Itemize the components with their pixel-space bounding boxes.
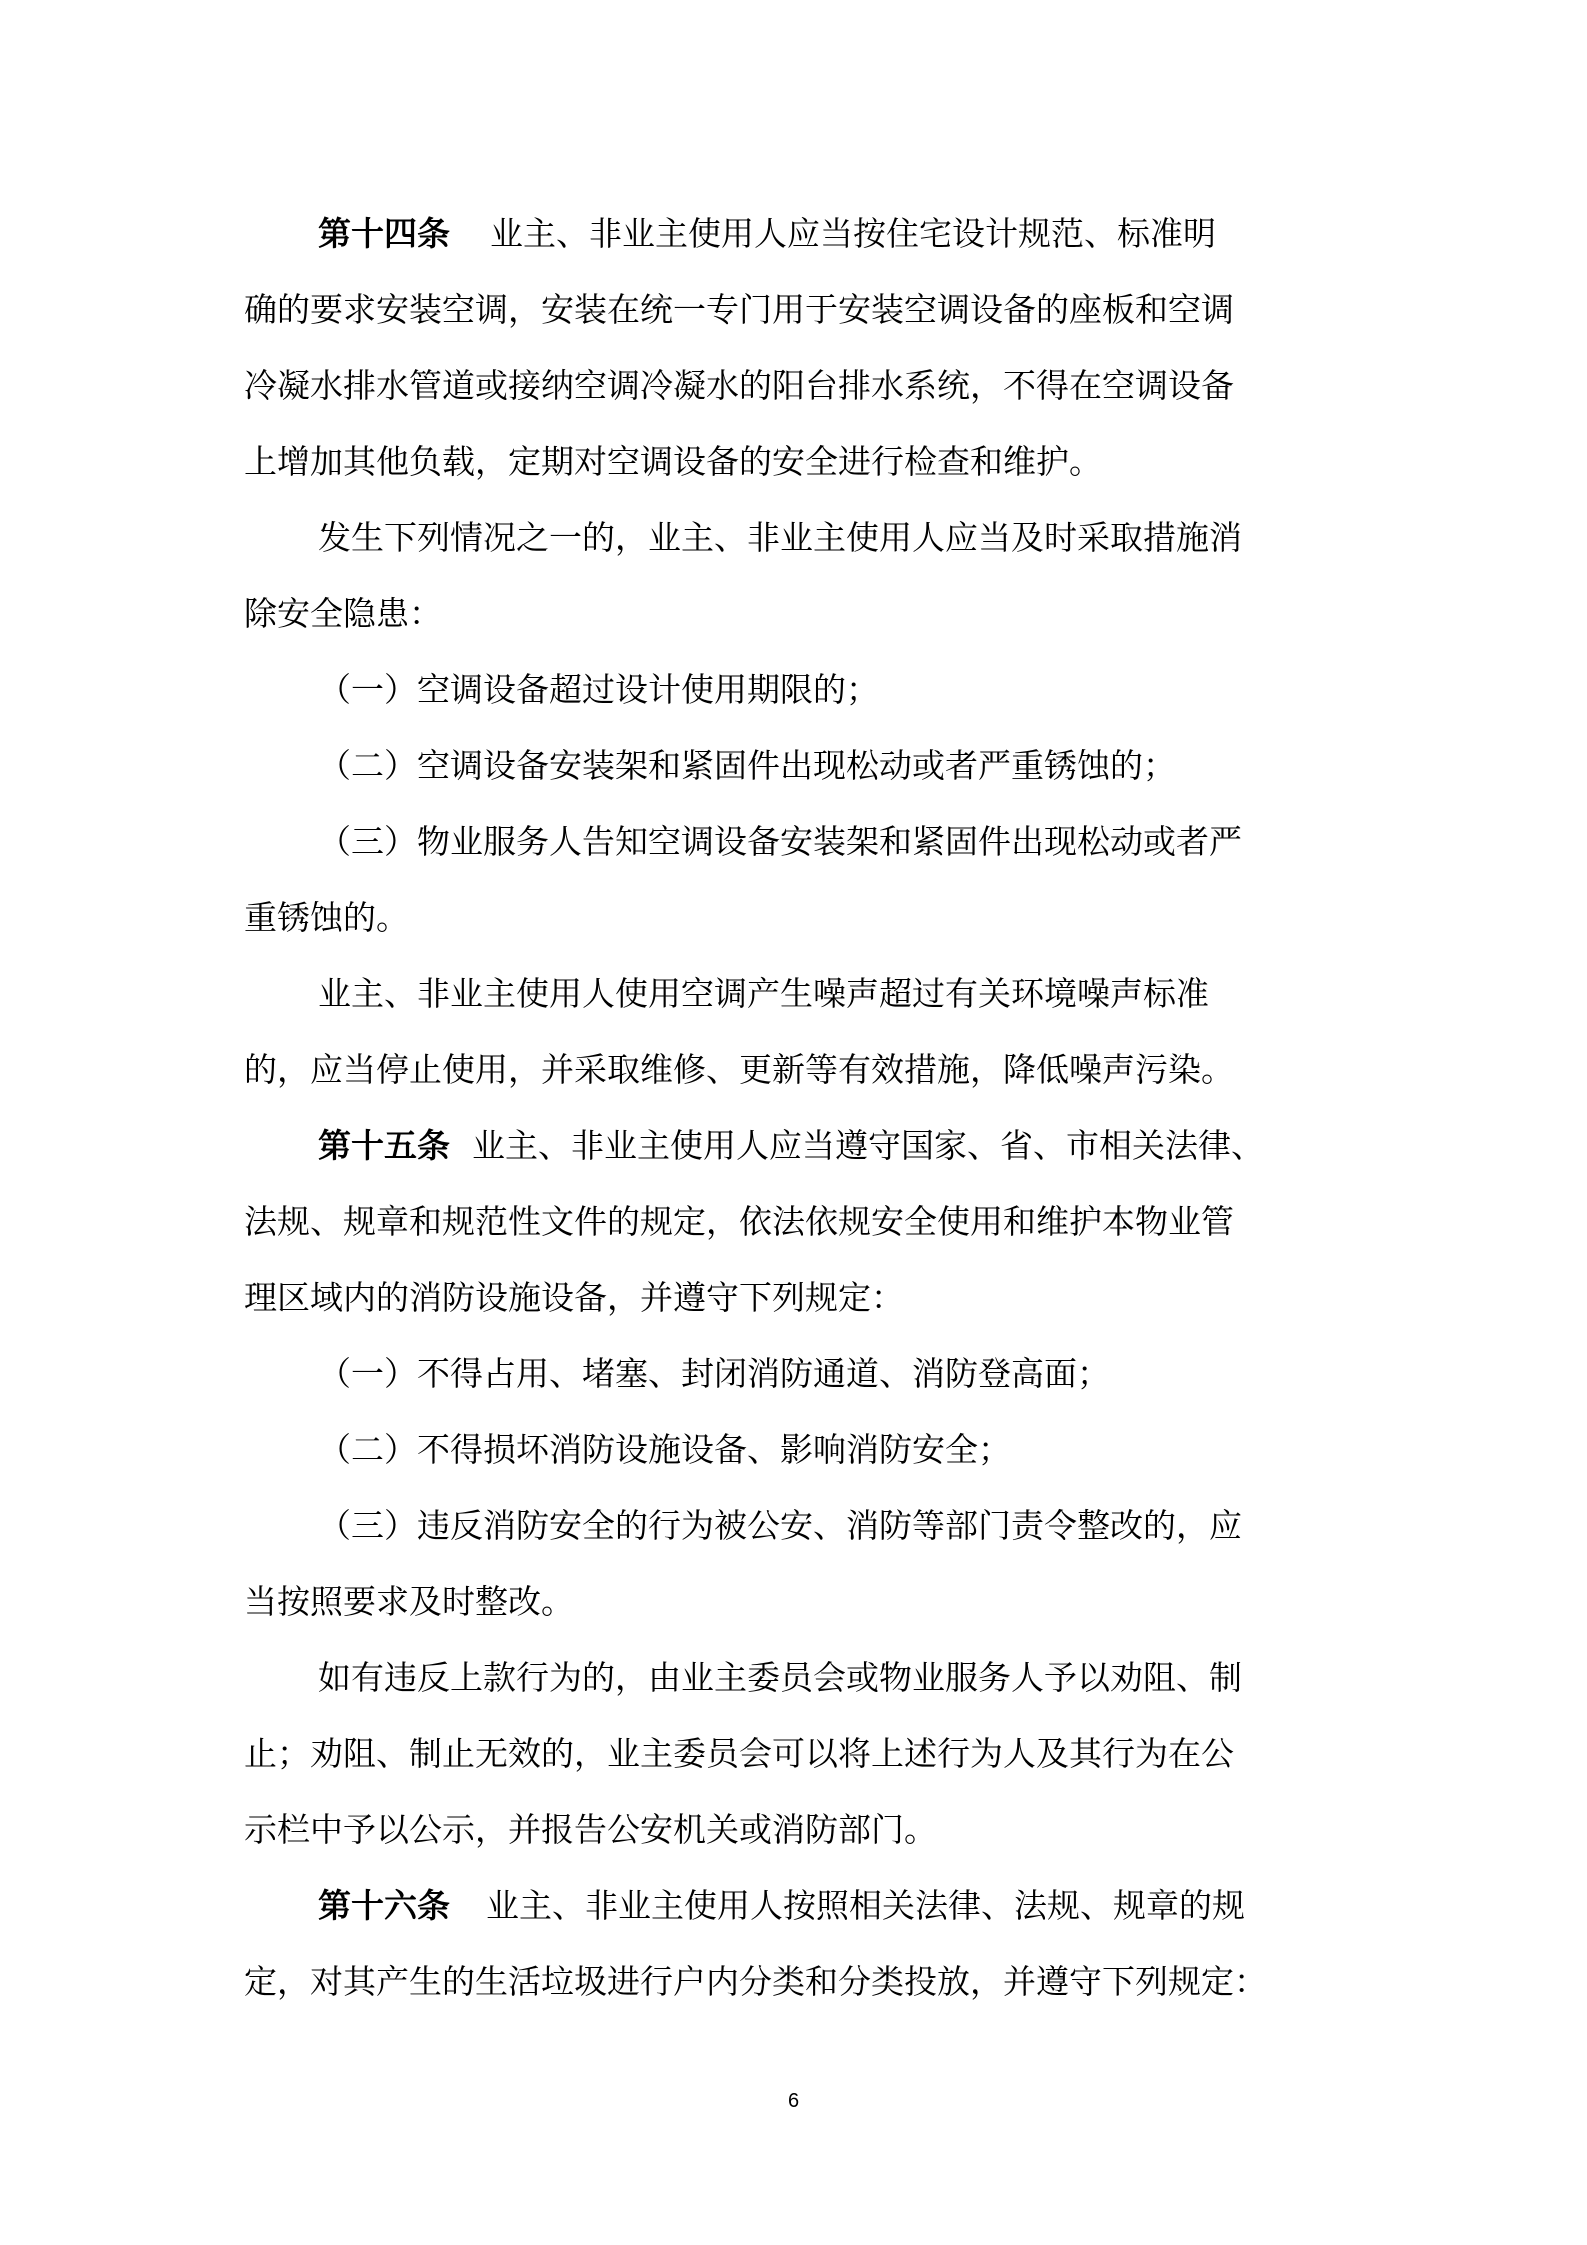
paragraph-line: 上增加其他负载，定期对空调设备的安全进行检查和维护。 [244,442,1102,481]
article-16-first-line [318,1886,1245,1926]
paragraph-line: 止；劝阻、制止无效的，业主委员会可以将上述行为人及其行为在公 [244,1734,1234,1773]
article-14-heading: 第十四条 [318,214,450,253]
page-number: 6 [787,2090,800,2112]
paragraph-line: 的，应当停止使用，并采取维修、更新等有效措施，降低噪声污染。 [244,1050,1234,1089]
paragraph-line: 确的要求安装空调，安装在统一专门用于安装空调设备的座板和空调 [244,290,1234,329]
list-item: （一）空调设备超过设计使用期限的； [318,670,879,709]
paragraph-line: 冷凝水排水管道或接纳空调冷凝水的阳台排水系统，不得在空调设备 [244,366,1234,405]
list-item: （三）物业服务人告知空调设备安装架和紧固件出现松动或者严 [318,822,1242,861]
paragraph-line: 示栏中予以公示，并报告公安机关或消防部门。 [244,1810,937,1849]
paragraph-line: 发生下列情况之一的，业主、非业主使用人应当及时采取措施消 [318,518,1242,557]
list-item: （二）不得损坏消防设施设备、影响消防安全； [318,1430,1011,1469]
paragraph-line: 如有违反上款行为的，由业主委员会或物业服务人予以劝阻、制 [318,1658,1242,1697]
paragraph-line: 除安全隐患： [244,594,442,633]
article-15-text: 业主、非业主使用人应当遵守国家、省、市相关法律、 [472,1126,1264,1165]
paragraph-line: 法规、规章和规范性文件的规定，依法依规安全使用和维护本物业管 [244,1202,1234,1241]
list-item-continued: 重锈蚀的。 [244,898,409,937]
list-item: （一）不得占用、堵塞、封闭消防通道、消防登高面； [318,1354,1110,1393]
paragraph-line: 理区域内的消防设施设备，并遵守下列规定： [244,1278,904,1317]
article-16-heading: 第十六条 [318,1886,450,1925]
article-15-heading: 第十五条 [318,1126,450,1165]
article-14-text: 业主、非业主使用人应当按住宅设计规范、标准明 [490,214,1216,253]
article-16-text: 业主、非业主使用人按照相关法律、法规、规章的规 [486,1886,1245,1925]
list-item: （二）空调设备安装架和紧固件出现松动或者严重锈蚀的； [318,746,1176,785]
article-14-first-line [318,214,1216,254]
paragraph-line: 业主、非业主使用人使用空调产生噪声超过有关环境噪声标准 [318,974,1209,1013]
list-item: （三）违反消防安全的行为被公安、消防等部门责令整改的，应 [318,1506,1242,1545]
list-item-continued: 当按照要求及时整改。 [244,1582,574,1621]
article-15-first-line [318,1126,1264,1166]
paragraph-line: 定，对其产生的生活垃圾进行户内分类和分类投放，并遵守下列规定： [244,1962,1267,2001]
